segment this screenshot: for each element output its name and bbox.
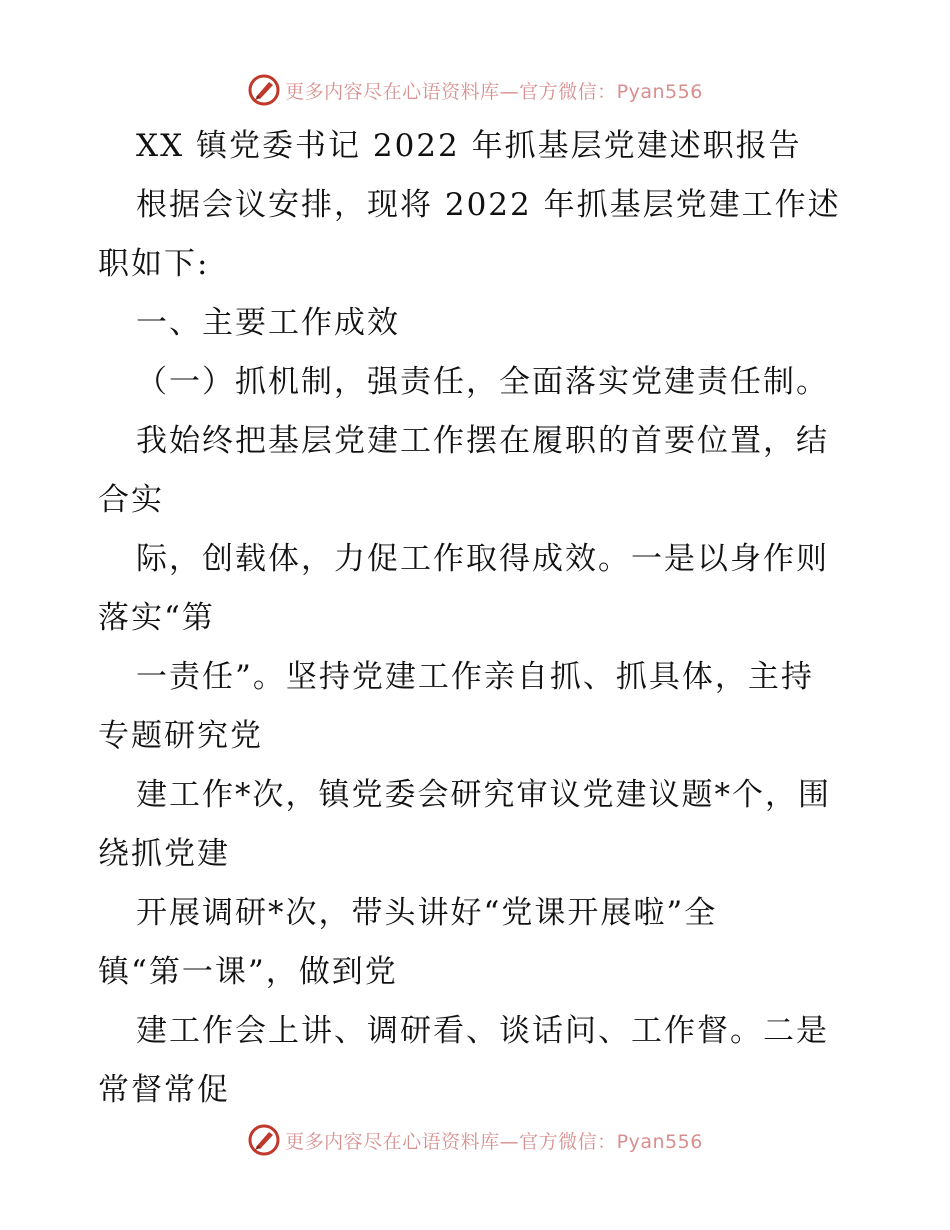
- paragraph-line: 合实: [98, 482, 164, 518]
- subsection-heading: （一）抓机制，强责任，全面落实党建责任制。: [136, 364, 829, 400]
- watermark-text: 更多内容尽在心语资料库—官方微信：Pyan556: [285, 1130, 703, 1153]
- paragraph-line: 我始终把基层党建工作摆在履职的首要位置，结: [136, 423, 829, 459]
- paragraph-line: 一责任”。坚持党建工作亲自抓、抓具体，主持: [136, 659, 814, 695]
- paragraph-line: 落实“第: [98, 600, 215, 636]
- paragraph-line: 建工作*次，镇党委会研究审议党建议题*个，围: [136, 777, 831, 813]
- footer-watermark-banner: [0, 1120, 950, 1160]
- paragraph-line: 职如下:: [98, 246, 210, 282]
- header-watermark-banner: [0, 70, 950, 110]
- quill-logo-icon: [247, 1123, 281, 1157]
- paragraph-line: 镇“第一课”，做到党: [98, 954, 398, 990]
- paragraph-line: 绕抓党建: [98, 836, 230, 872]
- paragraph-line: 专题研究党: [98, 718, 263, 754]
- paragraph-line: 常督常促: [98, 1072, 230, 1108]
- quill-logo-icon: [247, 73, 281, 107]
- paragraph-line: 根据会议安排，现将 2022 年抓基层党建工作述: [136, 187, 841, 223]
- paragraph-line: 开展调研*次，带头讲好“党课开展啦”全: [136, 895, 718, 931]
- paragraph-line: 建工作会上讲、调研看、谈话问、工作督。二是: [136, 1013, 829, 1049]
- section-heading: 一、主要工作成效: [136, 305, 400, 341]
- paragraph-line: 际，创载体，力促工作取得成效。一是以身作则: [136, 541, 829, 577]
- watermark-text: 更多内容尽在心语资料库—官方微信：Pyan556: [285, 80, 703, 103]
- document-title: XX 镇党委书记 2022 年抓基层党建述职报告: [136, 128, 802, 164]
